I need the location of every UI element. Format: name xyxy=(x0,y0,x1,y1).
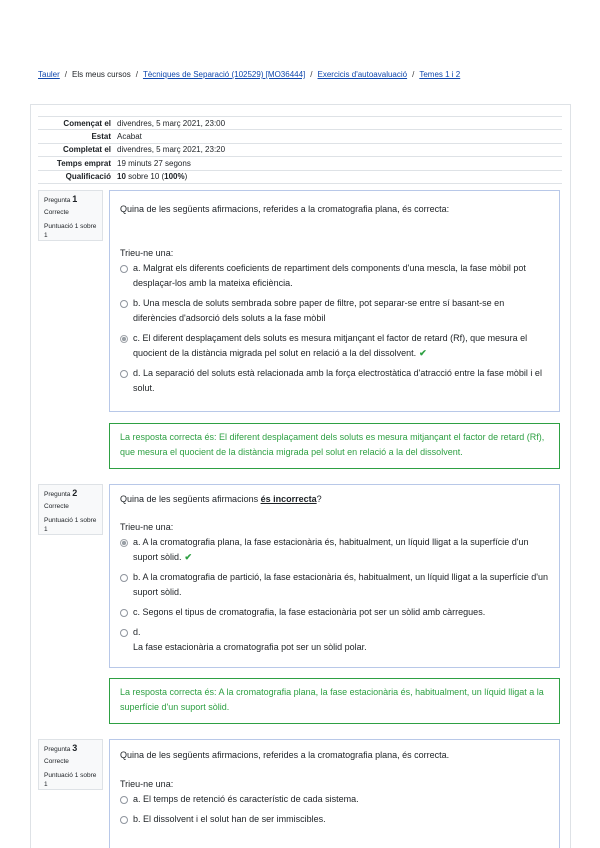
state-value: Acabat xyxy=(117,130,562,143)
answer-options xyxy=(120,792,549,827)
option-d[interactable]: d. La separació del soluts està relacionada amb la força electrostàtica d'atracció entre la fase mòbil i el solut. xyxy=(120,366,549,396)
completed-value: divendres, 5 març 2021, 23:20 xyxy=(117,143,562,156)
answer-options xyxy=(120,535,549,655)
radio-icon[interactable] xyxy=(120,300,128,308)
option-a[interactable]: a. A la cromatografia plana, la fase estacionària és, habitualment, un líquid lligat a la superfície d'un suport sòlid. ✔ xyxy=(120,535,549,565)
question-text: Quina de les següents afirmacions, referides a la cromatografia plana, és correcta. xyxy=(120,750,450,760)
option-a[interactable]: a. El temps de retenció és característic de cada sistema. xyxy=(120,792,549,807)
question-text: Quina de les següents afirmacions, referides a la cromatografia plana, és correcta: xyxy=(120,204,450,214)
grade-value: 10 sobre 10 (100%) xyxy=(117,170,562,183)
breadcrumb-course[interactable]: Tècniques de Separació (102529) [MO36444] xyxy=(142,70,306,79)
radio-icon[interactable] xyxy=(120,629,128,637)
radio-icon[interactable] xyxy=(120,609,128,617)
question-3-formulation xyxy=(109,739,560,848)
question-number: 3 xyxy=(72,743,78,753)
option-c[interactable]: c. El diferent desplaçament dels soluts es mesura mitjançant el factor de retard (Rf), que mesura el quocient de la distància migrada pel solut en relació a la del dissolvent. ✔ xyxy=(120,331,549,361)
radio-checked-icon[interactable] xyxy=(120,539,128,547)
answer-prompt: Trieu-ne una: xyxy=(120,248,174,258)
question-1-feedback: La resposta correcta és: El diferent desplaçament dels soluts es mesura mitjançant el factor de retard (Rf), que mesura el quocient de la distància migrada pel solut en relació a la del dissolvent. xyxy=(109,423,560,469)
radio-icon[interactable] xyxy=(120,370,128,378)
option-d[interactable]: d. La fase estacionària a cromatografia pot ser un sòlid polar. xyxy=(120,625,549,655)
question-grade: Puntuació 1 sobre 1 xyxy=(44,517,97,533)
option-c[interactable]: c. Segons el tipus de cromatografia, la fase estacionària pot ser un sòlid amb càrregues. xyxy=(120,605,549,620)
check-icon: ✔ xyxy=(184,552,193,562)
question-2-feedback: La resposta correcta és: A la cromatografia plana, la fase estacionària és, habitualment, un líquid lligat a la superfície d'un suport sòlid. xyxy=(109,678,560,724)
radio-icon[interactable] xyxy=(120,796,128,804)
radio-icon[interactable] xyxy=(120,265,128,273)
question-state: Correcte xyxy=(44,758,69,765)
radio-icon[interactable] xyxy=(120,816,128,824)
option-b[interactable]: b. El dissolvent i el solut han de ser immiscibles. xyxy=(120,812,549,827)
question-2-formulation xyxy=(109,484,560,668)
option-a[interactable]: a. Malgrat els diferents coeficients de repartiment dels components d'una mescla, la fase mòbil pot desplaçar-los amb la mateixa eficiència. xyxy=(120,261,549,291)
attempt-summary xyxy=(38,116,562,184)
breadcrumb-quiz[interactable]: Temes 1 i 2 xyxy=(419,70,461,79)
option-b[interactable]: b. A la cromatografia de partició, la fase estacionària és, habitualment, un líquid lligat a la superfície d'un suport sòlid. xyxy=(120,570,549,600)
breadcrumb-section[interactable]: Exercicis d'autoavaluació xyxy=(317,70,408,79)
radio-checked-icon[interactable] xyxy=(120,335,128,343)
answer-options xyxy=(120,261,549,396)
question-2-info: Pregunta 2 Correcte Puntuació 1 sobre 1 xyxy=(38,484,103,535)
question-grade: Puntuació 1 sobre 1 xyxy=(44,223,97,239)
check-icon: ✔ xyxy=(419,348,427,358)
breadcrumb-my-courses: Els meus cursos xyxy=(72,70,131,79)
radio-icon[interactable] xyxy=(120,574,128,582)
question-1-formulation xyxy=(109,190,560,412)
started-label: Començat el xyxy=(38,117,117,130)
question-number: 2 xyxy=(72,488,78,498)
question-state: Correcte xyxy=(44,209,69,216)
question-number: 1 xyxy=(72,194,78,204)
answer-prompt: Trieu-ne una: xyxy=(120,522,174,532)
breadcrumb-dashboard[interactable]: Tauler xyxy=(38,70,60,79)
option-b[interactable]: b. Una mescla de soluts sembrada sobre paper de filtre, pot separar-se entre sí basant-se en diferències d'adsorció dels soluts a la fase mòbil xyxy=(120,296,549,326)
grade-label: Qualificació xyxy=(38,170,117,183)
question-1-info: Pregunta 1 Correcte Puntuació 1 sobre 1 xyxy=(38,190,103,241)
time-value: 19 minuts 27 segons xyxy=(117,157,562,170)
question-3-info: Pregunta 3 Correcte Puntuació 1 sobre 1 xyxy=(38,739,103,790)
question-grade: Puntuació 1 sobre 1 xyxy=(44,772,97,788)
question-state: Correcte xyxy=(44,503,69,510)
started-value: divendres, 5 març 2021, 23:00 xyxy=(117,117,562,130)
state-label: Estat xyxy=(38,130,117,143)
breadcrumb: Tauler / Els meus cursos / Tècniques de Separació (102529) [MO36444] / Exercicis d'autoavaluació / Temes 1 i 2 xyxy=(38,70,461,79)
question-text: Quina de les següents afirmacions és incorrecta? xyxy=(120,494,322,504)
completed-label: Completat el xyxy=(38,143,117,156)
time-label: Temps emprat xyxy=(38,157,117,170)
answer-prompt: Trieu-ne una: xyxy=(120,779,174,789)
